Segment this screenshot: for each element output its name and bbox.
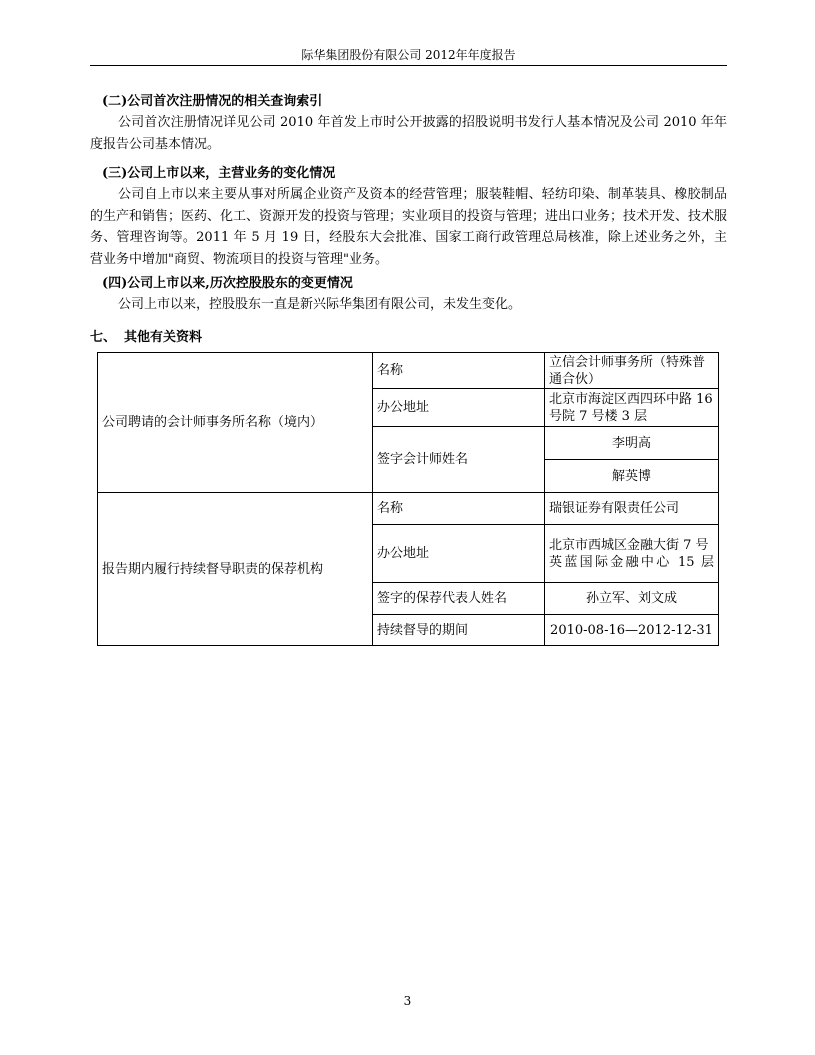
- accounting-firm-name-label: 名称: [373, 353, 545, 389]
- section-heading-registration: (二)公司首次注册情况的相关查询索引: [102, 94, 323, 109]
- accounting-signer-1: 李明高: [545, 427, 719, 460]
- accounting-signer-label: 签字会计师姓名: [373, 427, 545, 493]
- sponsor-address-value: 北京市西城区金融大街 7 号英蓝国际金融中心 15 层: [545, 525, 719, 583]
- section-heading-shareholder-changes: (四)公司上市以来,历次控股股东的变更情况: [102, 276, 353, 291]
- other-info-table: [97, 352, 719, 646]
- header-divider: [90, 65, 727, 66]
- sponsor-name-value: 瑞银证券有限责任公司: [545, 493, 719, 525]
- sponsor-rep-value: 孙立军、刘文成: [545, 583, 719, 615]
- chapter-title: 其他有关资料: [124, 330, 203, 345]
- sponsor-name-label: 名称: [373, 493, 545, 525]
- table-row: [98, 493, 719, 525]
- section-body-business-changes: 公司自上市以来主要从事对所属企业资产及资本的经营管理；服装鞋帽、轻纺印染、制革装具、橡胶制品的生产和销售；医药、化工、资源开发的投资与管理；实业项目的投资与管理；进出口业务；技术开发、技术服务、管理咨询等。2011 年 5 月 19 日，经股东大会批准、国家工商行政管理总局核准，除上述业务之外，主营业务中增加"商贸、物流项目的投资与管理"业务。: [90, 187, 728, 267]
- sponsor-period-label: 持续督导的期间: [373, 615, 545, 646]
- accounting-firm-address-label: 办公地址: [373, 389, 545, 427]
- page-number: 3: [403, 994, 412, 1008]
- chapter-heading: [90, 330, 202, 346]
- section-heading-business-changes: (三)公司上市以来，主营业务的变化情况: [102, 166, 336, 181]
- section-body-registration: 公司首次注册情况详见公司 2010 年首发上市时公开披露的招股说明书发行人基本情况及公司 2010 年年度报告公司基本情况。: [90, 115, 727, 152]
- sponsor-label: 报告期内履行持续督导职责的保荐机构: [98, 493, 373, 646]
- accounting-firm-address-value: 北京市海淀区西四环中路 16 号院 7 号楼 3 层: [545, 389, 719, 427]
- accounting-signer-2: 解英博: [545, 460, 719, 493]
- sponsor-address-label: 办公地址: [373, 525, 545, 583]
- table-row: [98, 353, 719, 389]
- accounting-firm-name-value: 立信会计师事务所（特殊普通合伙）: [545, 353, 719, 389]
- chapter-number: 七、: [90, 330, 117, 345]
- sponsor-period-value: 2010-08-16—2012-12-31: [545, 615, 719, 646]
- accounting-firm-label: 公司聘请的会计师事务所名称（境内）: [98, 353, 373, 493]
- page-header: 际华集团股份有限公司 2012年年度报告: [301, 48, 516, 62]
- sponsor-rep-label: 签字的保荐代表人姓名: [373, 583, 545, 615]
- section-body-shareholder-changes: 公司上市以来，控股股东一直是新兴际华集团有限公司，未发生变化。: [118, 297, 522, 312]
